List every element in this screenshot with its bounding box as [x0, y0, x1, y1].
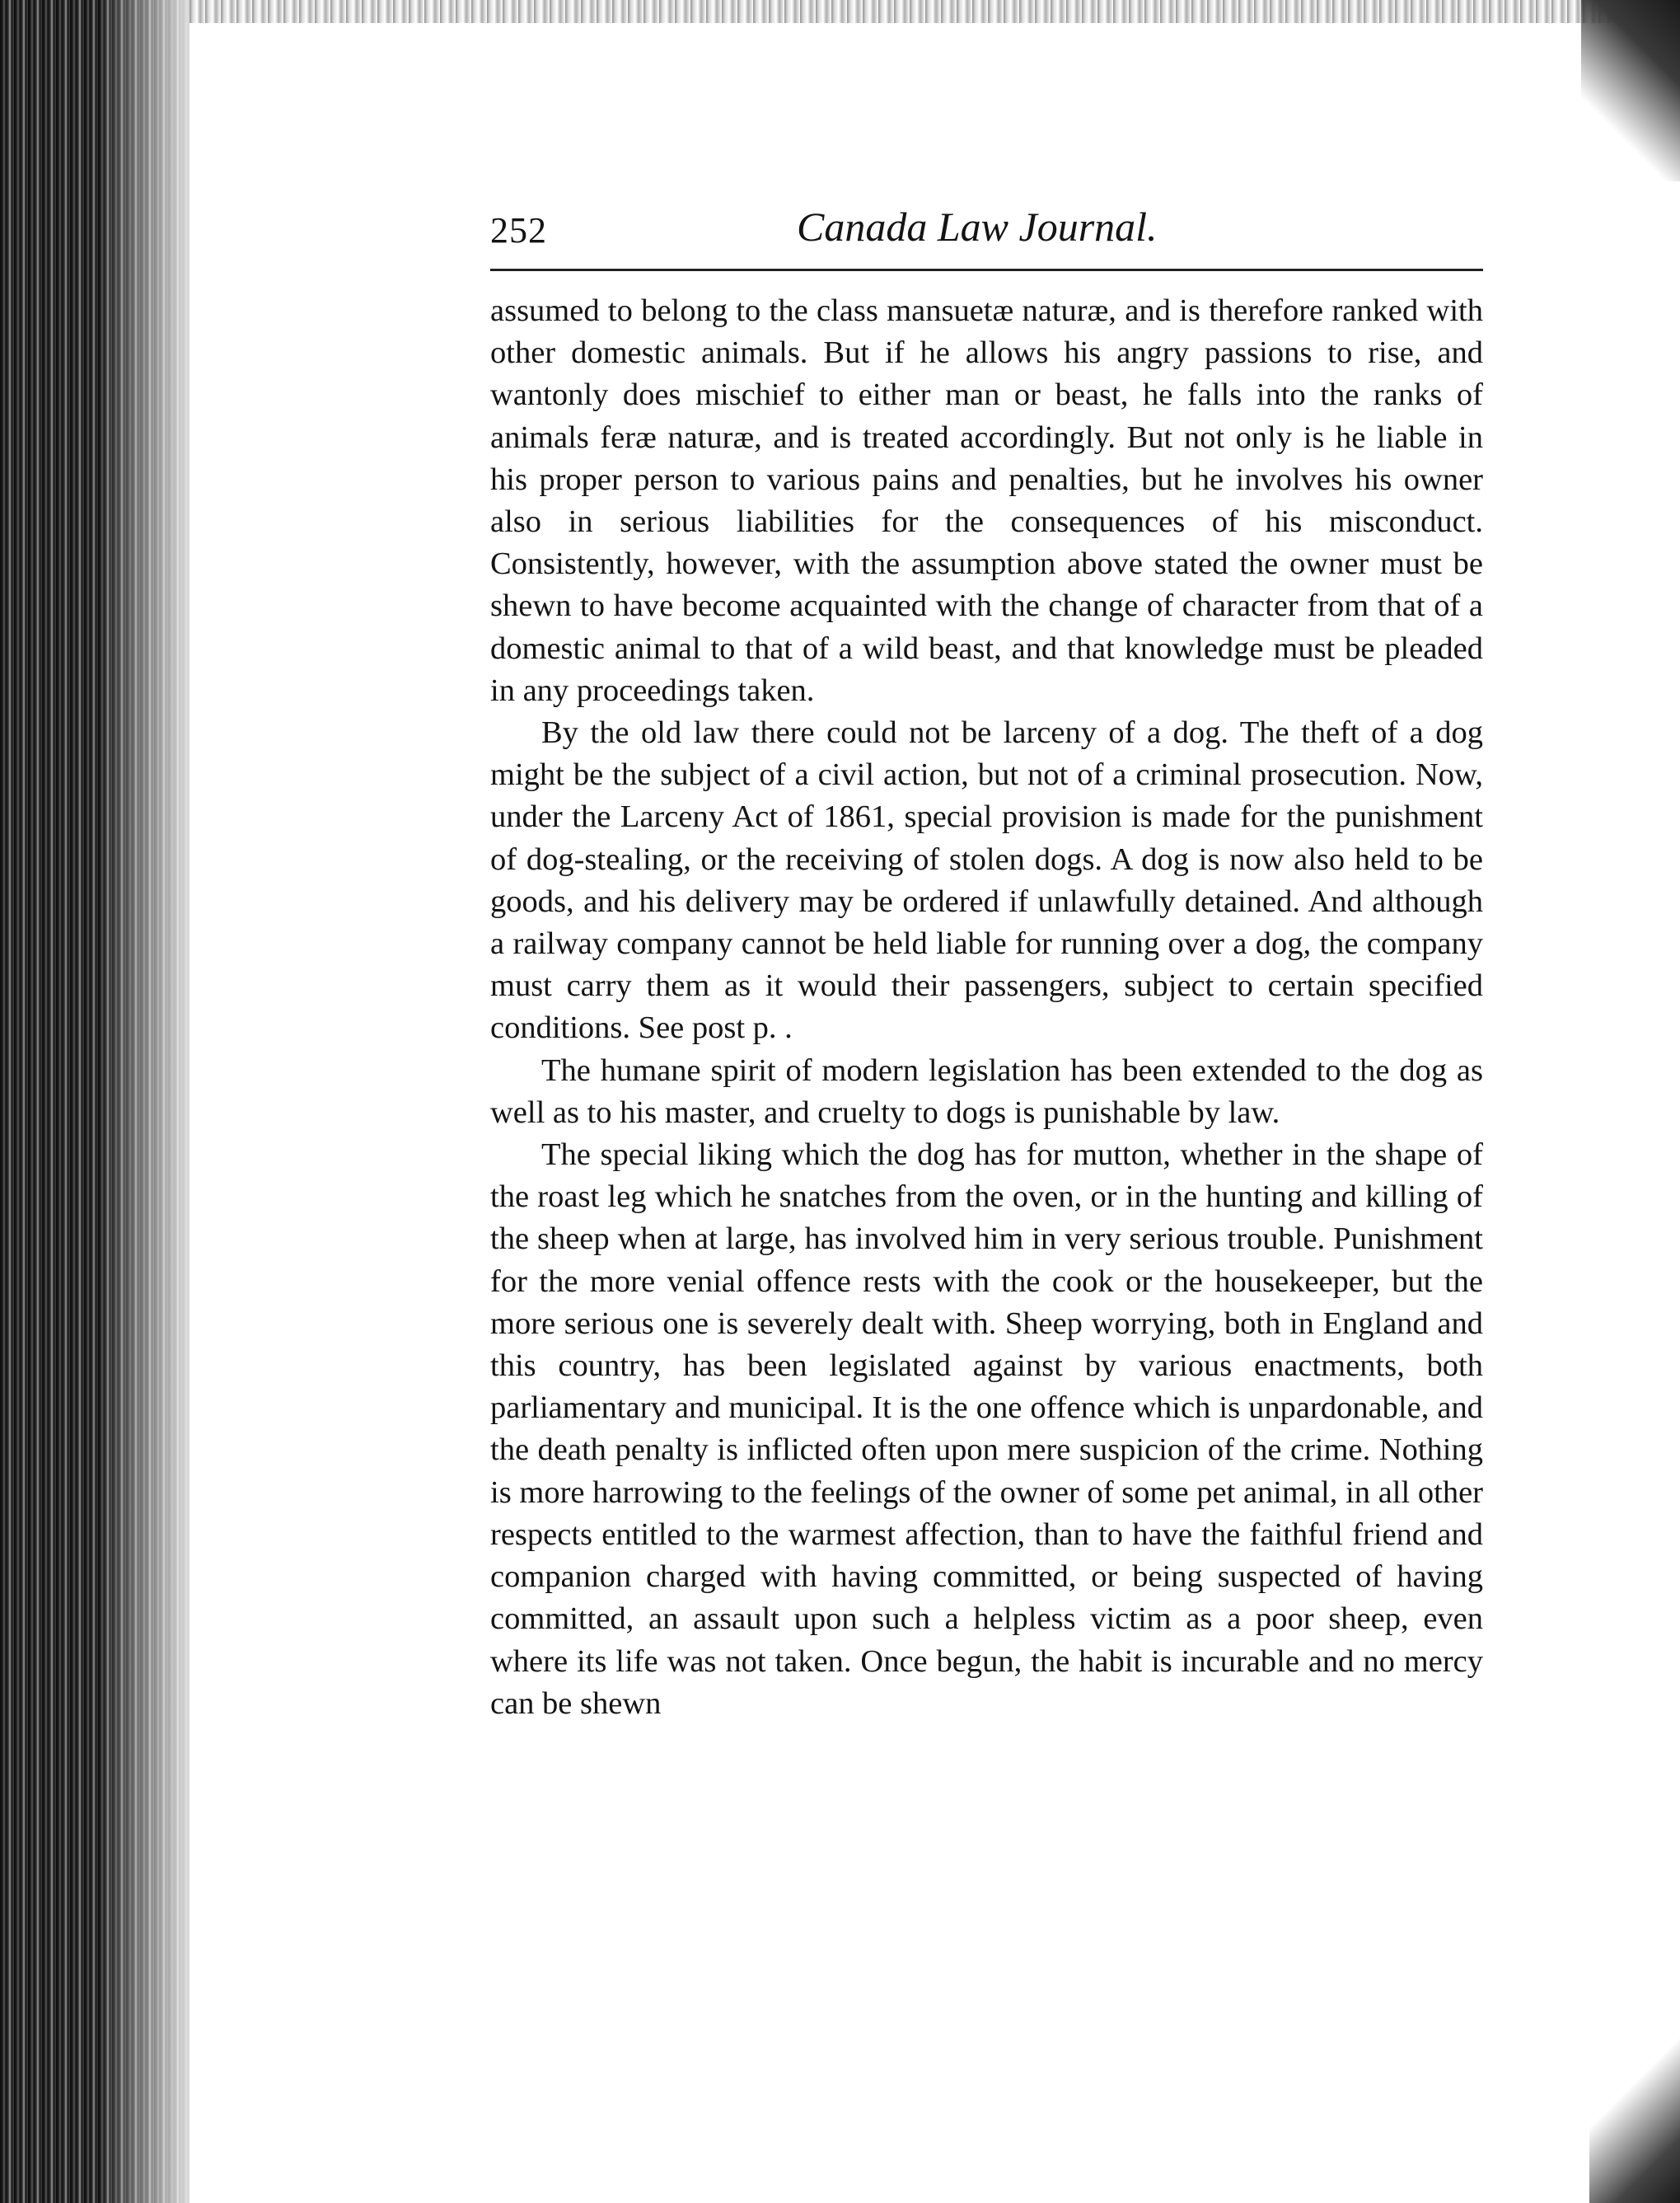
body-text	[490, 290, 1483, 1725]
paragraph: By the old law there could not be larceny of a dog. The theft of a dog might be the subject of a civil action, but not of a criminal prosecution. Now, under the Larceny Act of 1861, special provision is made for the punishment of dog-stealing, or the receiving of stolen dogs. A dog is now also held to be goods, and his delivery may be ordered if unlawfully detained. And although a railway company cannot be held liable for running over a dog, the company must carry them as it would their passengers, subject to certain specified conditions. See post p. .	[490, 715, 1483, 1046]
paragraph: The humane spirit of modern legislation has been extended to the dog as well as to his master, and cruelty to dogs is punishable by law.	[490, 1052, 1483, 1130]
scan-corner-bottom-right	[1589, 2038, 1680, 2203]
page-number: 252	[490, 210, 547, 251]
journal-title: Canada Law Journal.	[797, 204, 1158, 250]
scan-binding-shadow	[99, 0, 206, 2203]
scan-top-edge	[190, 0, 1631, 23]
scan-corner-top-right	[1581, 0, 1680, 181]
running-head	[490, 203, 1483, 271]
paragraph: The special liking which the dog has for mutton, whether in the shape of the roast leg which he snatches from the oven, or in the hunting and killing of the sheep when at large, has involved him in very serious trouble. Punishment for the more venial offence rests with the cook or the housekeeper, but the more serious one is severely dealt with. Sheep worrying, both in England and this country, has been legislated against by various enactments, both parliamentary and municipal. It is the one offence which is unpardonable, and the death penalty is inflicted often upon mere suspicion of the crime. Nothing is more harrowing to the feelings of the owner of some pet animal, in all other respects entitled to the warmest affection, than to have the faithful friend and companion charged with having committed, or being suspected of having committed, an assault upon such a helpless victim as a poor sheep, even where its life was not taken. Once begun, the habit is incurable and no mercy can be shewn	[490, 1137, 1483, 1721]
paragraph: assumed to belong to the class mansuetæ naturæ, and is therefore ranked with other domestic animals. But if he allows his angry passions to rise, and wantonly does mischief to either man or beast, he falls into the ranks of animals feræ naturæ, and is treated accordingly. But not only is he liable in his proper person to various pains and penalties, but he involves his owner also in serious liabilities for the consequences of his misconduct. Consistently, however, with the assumption above stated the owner must be shewn to have become acquainted with the change of character from that of a domestic animal to that of a wild beast, and that knowledge must be pleaded in any proceedings taken.	[490, 293, 1483, 708]
